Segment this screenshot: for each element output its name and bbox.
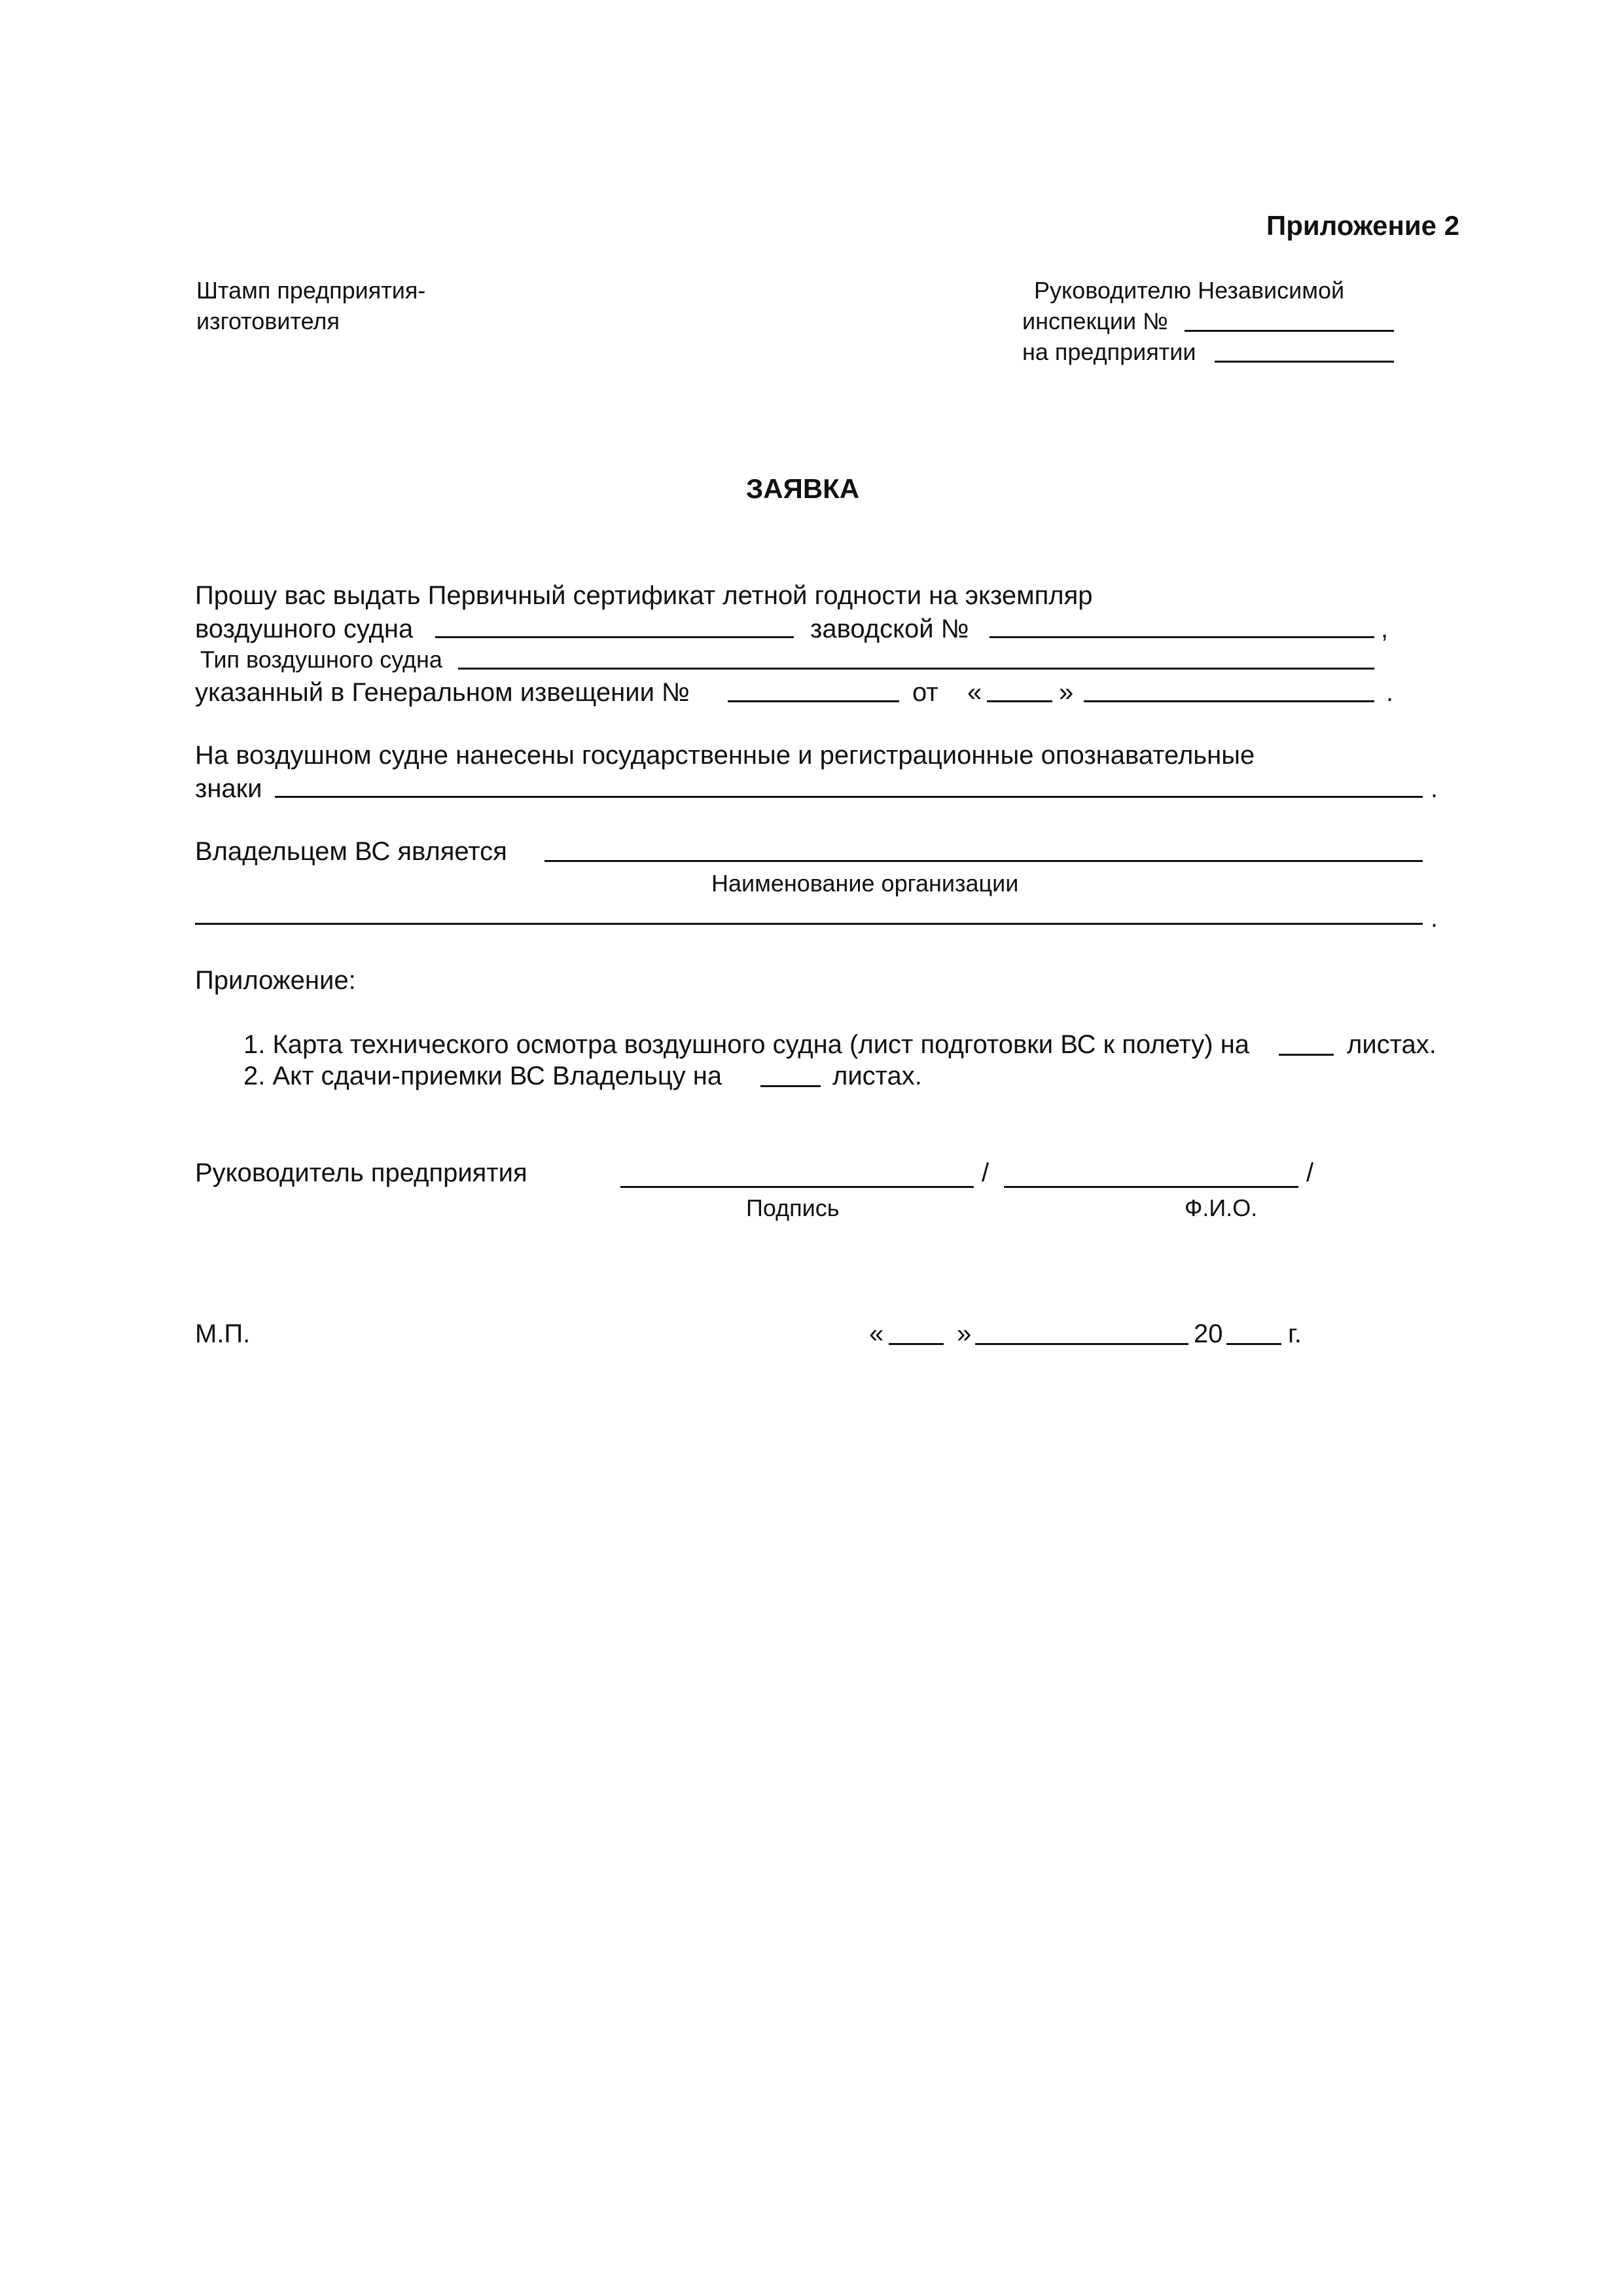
- date-day-field[interactable]: [889, 1343, 944, 1345]
- owner-period: .: [1431, 904, 1438, 933]
- aircraft-type-field[interactable]: [458, 668, 1374, 670]
- bulletin-day-field[interactable]: [987, 700, 1052, 702]
- date-year-field[interactable]: [1226, 1343, 1281, 1345]
- document-title: ЗАЯВКА: [746, 473, 860, 504]
- attachments-label: Приложение:: [195, 966, 356, 995]
- signature-field[interactable]: [620, 1186, 974, 1188]
- serial-number-field[interactable]: [990, 636, 1374, 638]
- marks-line-1: На воздушном судне нанесены государственные и регистрационные опознавательные: [195, 741, 1255, 770]
- date-quote-open: «: [869, 1319, 884, 1348]
- signature-slash-1: /: [982, 1158, 990, 1187]
- bulletin-from-label: от: [912, 678, 938, 707]
- addressee-line-3: на предприятии: [1022, 338, 1196, 365]
- attachment-item-2: 2. Акт сдачи-приемки ВС Владельцу на: [243, 1062, 722, 1090]
- bulletin-month-field[interactable]: [1084, 700, 1374, 702]
- aircraft-type-hint: Тип воздушного судна: [200, 646, 442, 673]
- bulletin-period: .: [1386, 678, 1394, 707]
- aircraft-label: воздушного судна: [195, 615, 414, 643]
- signature-label: Руководитель предприятия: [195, 1158, 527, 1187]
- inspection-number-field[interactable]: [1185, 330, 1394, 332]
- attachment-2-sheets-field[interactable]: [760, 1085, 821, 1087]
- signature-slash-2: /: [1306, 1158, 1314, 1187]
- stamp-line-1: Штамп предприятия-: [196, 277, 426, 304]
- attachment-item-1-tail: листах.: [1347, 1030, 1436, 1059]
- enterprise-field[interactable]: [1215, 361, 1394, 363]
- stamp-line-2: изготовителя: [196, 308, 340, 334]
- date-year-suffix: г.: [1288, 1319, 1302, 1348]
- bulletin-quote-close: »: [1059, 678, 1074, 707]
- marks-line-2: знаки: [195, 774, 262, 803]
- request-line-1: Прошу вас выдать Первичный сертификат летной годности на экземпляр: [195, 581, 1093, 610]
- bulletin-quote-open: «: [967, 678, 982, 707]
- full-name-field[interactable]: [1004, 1186, 1298, 1188]
- appendix-label: Приложение 2: [1266, 210, 1460, 241]
- serial-comma: ,: [1381, 615, 1389, 643]
- attachment-item-1: 1. Карта технического осмотра воздушного судна (лист подготовки ВС к полету) на: [243, 1030, 1250, 1059]
- date-month-field[interactable]: [975, 1343, 1188, 1345]
- signature-hint: Подпись: [746, 1194, 840, 1221]
- addressee-line-2: инспекции №: [1022, 308, 1168, 334]
- date-quote-close: »: [957, 1319, 972, 1348]
- aircraft-field[interactable]: [435, 636, 794, 638]
- marks-period: .: [1431, 774, 1438, 803]
- bulletin-number-field[interactable]: [728, 700, 899, 702]
- owner-label: Владельцем ВС является: [195, 837, 507, 866]
- stamp-place-label: М.П.: [195, 1319, 251, 1348]
- owner-field-continued[interactable]: [195, 923, 1423, 925]
- owner-field[interactable]: [544, 860, 1423, 862]
- attachment-item-2-tail: листах.: [832, 1062, 922, 1090]
- owner-hint: Наименование организации: [711, 870, 1019, 897]
- addressee-line-1: Руководителю Независимой: [1034, 277, 1345, 304]
- serial-label: заводской №: [810, 615, 969, 643]
- registration-marks-field[interactable]: [275, 796, 1423, 798]
- bulletin-label: указанный в Генеральном извещении №: [195, 678, 690, 707]
- attachment-1-sheets-field[interactable]: [1279, 1054, 1334, 1056]
- full-name-hint: Ф.И.О.: [1185, 1194, 1258, 1221]
- date-year-prefix: 20: [1194, 1319, 1223, 1348]
